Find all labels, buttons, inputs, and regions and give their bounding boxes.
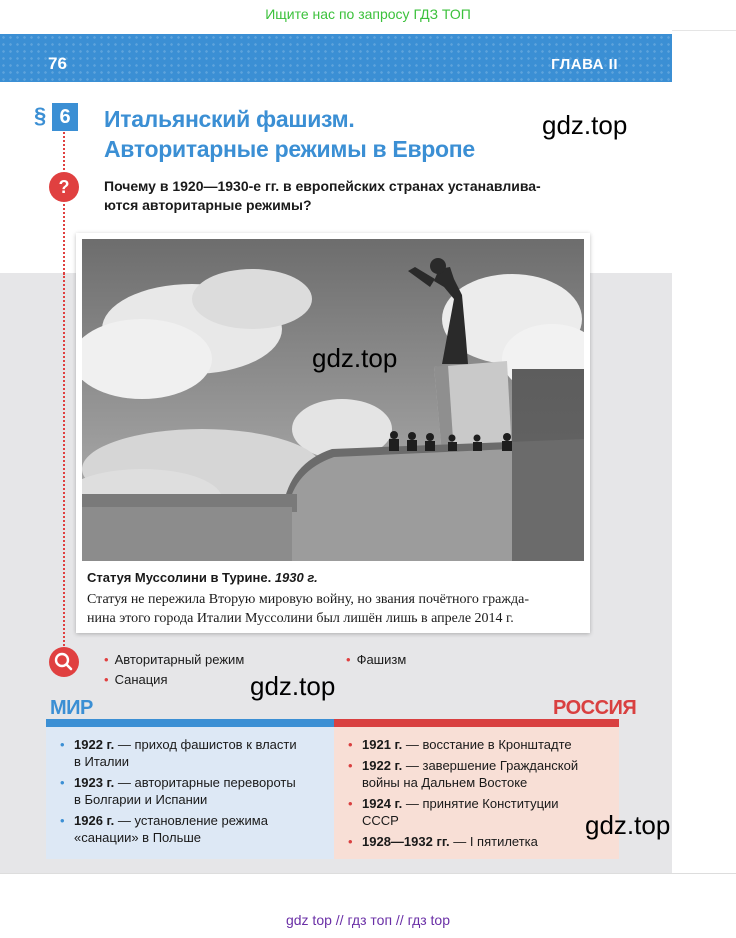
title-line: Авторитарные режимы в Европе: [104, 136, 475, 162]
photo-caption-title: [87, 570, 318, 585]
dotted-connector: [63, 273, 65, 646]
key-term: • Авторитарный режим: [104, 652, 245, 667]
world-timeline-panel: [46, 727, 334, 859]
key-terms-right: [346, 650, 406, 670]
watermark: gdz.top: [542, 110, 628, 140]
russia-bar: [334, 719, 619, 727]
caption-year: 1930 г.: [274, 570, 318, 585]
watermark: gdz.top: [312, 343, 398, 373]
section-question: [104, 177, 604, 215]
photo-caption: [87, 590, 581, 628]
world-bar: [46, 719, 334, 727]
timeline-event: • 1926 г. — установление режима «санации» в Польше: [60, 812, 297, 846]
timeline-event: • 1923 г. — авторитарные перевороты в Болгарии и Испании: [60, 774, 297, 808]
page-title: [104, 104, 475, 164]
russia-timeline-panel: [334, 727, 619, 859]
search-icon: [49, 647, 79, 677]
section-number: 6: [52, 103, 78, 131]
caption-line: нина этого города Италии Муссолини был лишён лишь в апреле 2014 г.: [87, 611, 514, 626]
page-number: 76: [48, 54, 67, 73]
world-events: [60, 736, 297, 850]
footer-links[interactable]: gdz top // гдз топ // гдз top: [285, 912, 451, 928]
question-icon: ?: [49, 172, 79, 202]
caption-title-text: Статуя Муссолини в Турине.: [87, 570, 272, 585]
world-timeline-label: МИР: [50, 697, 93, 719]
key-terms-left: [104, 650, 244, 690]
question-line: ются авторитарные режимы?: [104, 197, 312, 213]
dotted-connector: [63, 132, 65, 170]
title-line: Итальянский фашизм.: [104, 106, 355, 132]
caption-line: Статуя не пережила Вторую мировую войну, но звания почётного гражда-: [87, 592, 529, 607]
key-term: • Санация: [104, 672, 168, 687]
timeline-event: • 1922 г. — завершение Гражданской войны на Дальнем Востоке: [348, 757, 578, 791]
timeline-event: • 1928—1932 гг. — I пятилетка: [348, 833, 578, 850]
timeline-event: • 1921 г. — восстание в Кронштадте: [348, 736, 578, 753]
divider: [672, 30, 736, 31]
key-term: • Фашизм: [346, 652, 407, 667]
divider: [0, 873, 736, 874]
watermark: gdz.top: [250, 671, 336, 701]
photo-card: [76, 233, 590, 633]
watermark: gdz.top: [585, 810, 671, 840]
chapter-label: ГЛАВА II: [551, 56, 618, 73]
russia-events: [348, 736, 578, 854]
question-line: Почему в 1920—1930-е гг. в европейских странах устанавлива-: [104, 178, 541, 194]
mussolini-statue-photo: [82, 239, 584, 561]
page-header: [0, 34, 672, 82]
russia-timeline-label: РОССИЯ: [553, 697, 637, 719]
section-symbol: §: [34, 103, 47, 128]
top-banner-link[interactable]: Ищите нас по запросу ГДЗ ТОП: [265, 6, 471, 22]
timeline-event: • 1922 г. — приход фашистов к власти в Италии: [60, 736, 297, 770]
timeline-event: • 1924 г. — принятие Конституции СССР: [348, 795, 578, 829]
